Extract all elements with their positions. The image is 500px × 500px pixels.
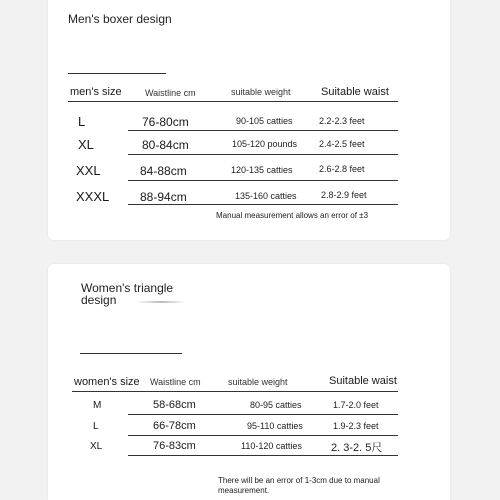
- men-card-title: Men's boxer design: [68, 12, 172, 26]
- men-row-2-waist-cm: 80-84cm: [142, 138, 189, 152]
- women-size-card: [48, 264, 450, 500]
- men-row-1-divider: [128, 130, 398, 131]
- men-row-2-size: XL: [78, 137, 94, 152]
- men-row-1-weight: 90-105 catties: [236, 116, 293, 126]
- men-header-waist: Suitable waist: [321, 86, 389, 98]
- men-header-waist-cm: Waistline cm: [145, 88, 196, 98]
- women-card-title-line-2: design: [81, 293, 117, 307]
- women-row-3-waist-cm: 76-83cm: [153, 440, 196, 452]
- women-card-title-line-1: Women's triangle: [81, 281, 174, 295]
- men-header-divider: [68, 101, 398, 102]
- women-row-3-waist: 2. 3-2. 5尺: [331, 442, 383, 454]
- women-row-1-divider: [128, 414, 398, 415]
- men-row-3-divider: [128, 180, 398, 181]
- men-row-3-waist: 2.6-2.8 feet: [319, 164, 365, 174]
- men-row-1-size: L: [78, 114, 86, 129]
- women-title-underline: [80, 353, 182, 354]
- women-row-1-size: M: [93, 400, 102, 411]
- men-row-4-divider: [128, 204, 398, 205]
- men-row-4-size: XXXL: [76, 189, 110, 204]
- men-size-card: [48, 0, 450, 240]
- men-row-3-weight: 120-135 catties: [231, 165, 293, 175]
- women-header-waist-cm: Waistline cm: [150, 377, 201, 387]
- women-header-divider: [72, 391, 398, 392]
- men-header-size: men's size: [70, 86, 122, 98]
- men-row-4-waist: 2.8-2.9 feet: [321, 190, 367, 200]
- women-header-size: women's size: [74, 376, 140, 388]
- women-row-2-weight: 95-110 catties: [247, 421, 303, 431]
- women-row-1-waist-cm: 58-68cm: [153, 399, 196, 411]
- women-row-2-divider: [128, 435, 398, 436]
- men-row-1-waist-cm: 76-80cm: [142, 115, 189, 129]
- title-smudge-mark: [138, 301, 184, 303]
- women-row-3-divider: [128, 455, 398, 456]
- women-header-waist: Suitable waist: [329, 375, 397, 387]
- women-row-1-waist: 1.7-2.0 feet: [333, 400, 379, 410]
- women-row-2-waist: 1.9-2.3 feet: [333, 421, 379, 431]
- men-row-4-waist-cm: 88-94cm: [140, 190, 187, 204]
- women-measurement-note-line-2: measurement.: [218, 486, 270, 495]
- women-row-1-weight: 80-95 catties: [250, 400, 302, 410]
- women-header-weight: suitable weight: [228, 377, 288, 387]
- men-row-2-waist: 2.4-2.5 feet: [319, 139, 365, 149]
- men-row-2-weight: 105-120 pounds: [232, 139, 298, 149]
- women-row-2-size: L: [93, 421, 99, 432]
- men-row-2-divider: [128, 154, 398, 155]
- men-header-weight: suitable weight: [231, 87, 291, 97]
- men-row-4-weight: 135-160 catties: [235, 191, 297, 201]
- men-row-3-size: XXL: [76, 163, 101, 178]
- women-row-3-weight: 110-120 catties: [241, 441, 302, 451]
- women-row-2-waist-cm: 66-78cm: [153, 420, 196, 432]
- men-measurement-note: Manual measurement allows an error of ±3: [216, 211, 369, 220]
- women-row-3-size: XL: [90, 441, 103, 452]
- men-row-1-waist: 2.2-2.3 feet: [319, 116, 365, 126]
- men-row-3-waist-cm: 84-88cm: [140, 164, 187, 178]
- men-title-underline: [68, 73, 166, 74]
- women-measurement-note-line-1: There will be an error of 1-3cm due to manual: [218, 476, 380, 485]
